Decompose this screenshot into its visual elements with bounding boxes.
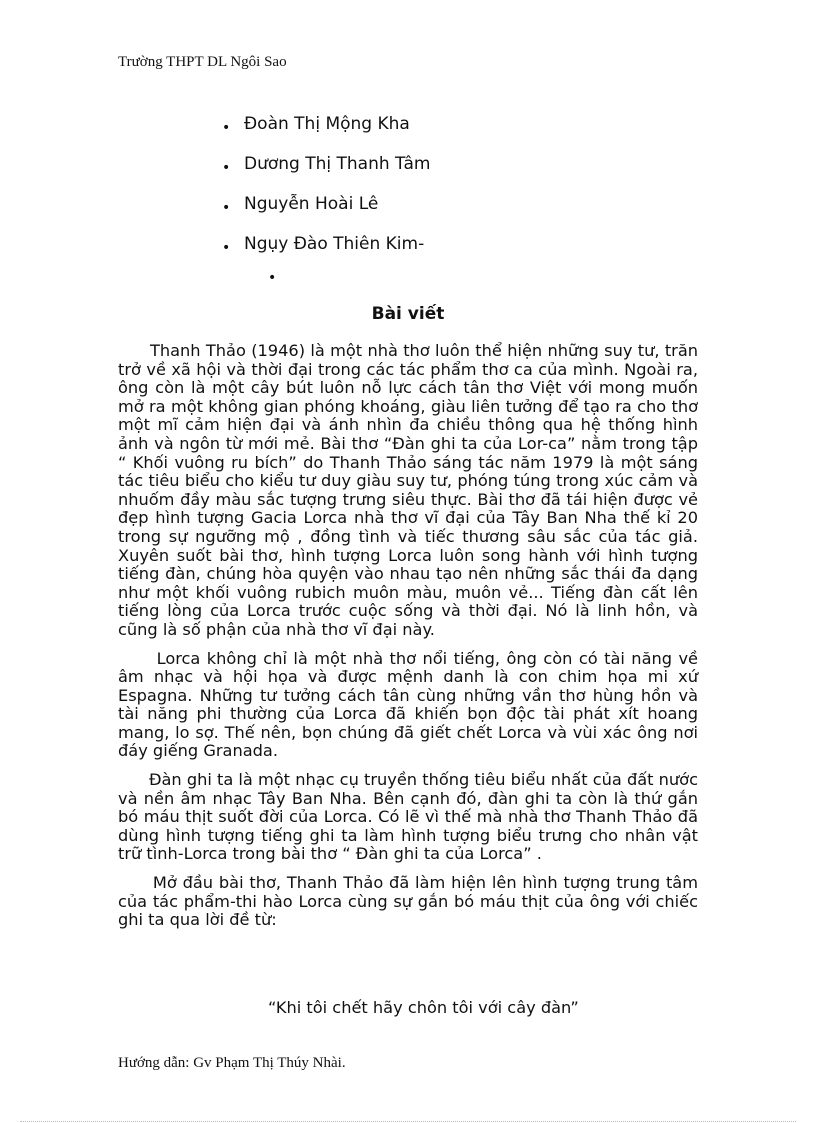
list-item xyxy=(222,228,430,268)
bullet-icon: • xyxy=(222,120,231,136)
list-item xyxy=(222,108,430,148)
section-title: Bài viết xyxy=(371,304,445,324)
author-name: Đoàn Thị Mộng Kha xyxy=(244,114,410,134)
author-name: Ngụy Đào Thiên Kim- xyxy=(244,234,425,254)
page-header: Trường THPT DL Ngôi Sao xyxy=(118,54,287,70)
bullet-icon: • xyxy=(222,160,231,176)
bullet-icon: • xyxy=(222,200,231,216)
author-list xyxy=(222,108,430,268)
list-item xyxy=(222,148,430,188)
bullet-icon: • xyxy=(222,240,231,256)
page-bottom-divider xyxy=(20,1121,796,1122)
empty-bullet-icon: • xyxy=(268,270,277,286)
list-item xyxy=(222,188,430,228)
page-footer: Hướng dẫn: Gv Phạm Thị Thúy Nhài. xyxy=(118,1055,346,1071)
article-body xyxy=(118,342,698,940)
paragraph: Thanh Thảo (1946) là một nhà thơ luôn thể hiện những suy tư, trăn trở về xã hội và thời đại trong các tác phẩm thơ ca của mình. Ngoài ra, ông còn là một cây bút luôn nỗ lực cách tân thơ Việt với mong muốn mở ra một không gian phóng khoáng, giàu liên tưởng để tạo ra cho thơ một mĩ cảm hiện đại và ánh nhìn đa chiều thông qua hệ thống hình ảnh và ngôn từ mới mẻ. Bài thơ “Đàn ghi ta của Lor-ca” nằm trong tập “ Khối vuông ru bích” do Thanh Thảo sáng tác năm 1979 là một sáng tác tiêu biểu cho kiểu tư duy giàu suy tư, phóng túng trong xúc cảm và nhuốm đầy màu sắc tượng trưng siêu thực. Bài thơ đã tái hiện được vẻ đẹp hình tượng Gacia Lorca nhà thơ vĩ đại của Tây Ban Nha thế kỉ 20 trong sự ngưỡng mộ , đồng tình và tiếc thương sâu sắc của tác giả. Xuyên suốt bài thơ, hình tượng Lorca luôn song hành với hình tượng tiếng đàn, chúng hòa quyện vào nhau tạo nên những sắc thái đa dạng như một khối vuông rubich muôn màu, muôn vẻ... Tiếng đàn cất lên tiếng lòng của Lorca trước cuộc sống và thời đại. Nó là linh hồn, và cũng là số phận của nhà thơ vĩ đại này. xyxy=(118,341,698,639)
paragraph: Đàn ghi ta là một nhạc cụ truyền thống tiêu biểu nhất của đất nước và nền âm nhạc Tây Ban Nha. Bên cạnh đó, đàn ghi ta còn là thứ gắn bó máu thịt suốt đời của Lorca. Có lẽ vì thế mà nhà thơ Thanh Thảo đã dùng hình tượng tiếng ghi ta làm hình tượng biểu trưng cho nhân vật trữ tình-Lorca trong bài thơ “ Đàn ghi ta của Lorca” . xyxy=(118,770,698,864)
paragraph: Mở đầu bài thơ, Thanh Thảo đã làm hiện lên hình tượng trung tâm của tác phẩm-thi hào Lorca cùng sự gắn bó máu thịt của ông với chiếc ghi ta qua lời đề từ: xyxy=(118,873,698,930)
author-name: Dương Thị Thanh Tâm xyxy=(244,154,431,174)
epigraph-quote: “Khi tôi chết hãy chôn tôi với cây đàn” xyxy=(268,998,579,1017)
paragraph: Lorca không chỉ là một nhà thơ nổi tiếng, ông còn có tài năng về âm nhạc và hội họa và được mệnh danh là con chim họa mi xứ Espagna. Những tư tưởng cách tân cùng những vần thơ hùng hồn và tài năng phi thường của Lorca đã khiến bọn độc tài phát xít hoang mang, lo sợ. Thế nên, bọn chúng đã giết chết Lorca và vùi xác ông nơi đáy giếng Granada. xyxy=(118,648,698,761)
author-name: Nguyễn Hoài Lê xyxy=(244,194,379,214)
